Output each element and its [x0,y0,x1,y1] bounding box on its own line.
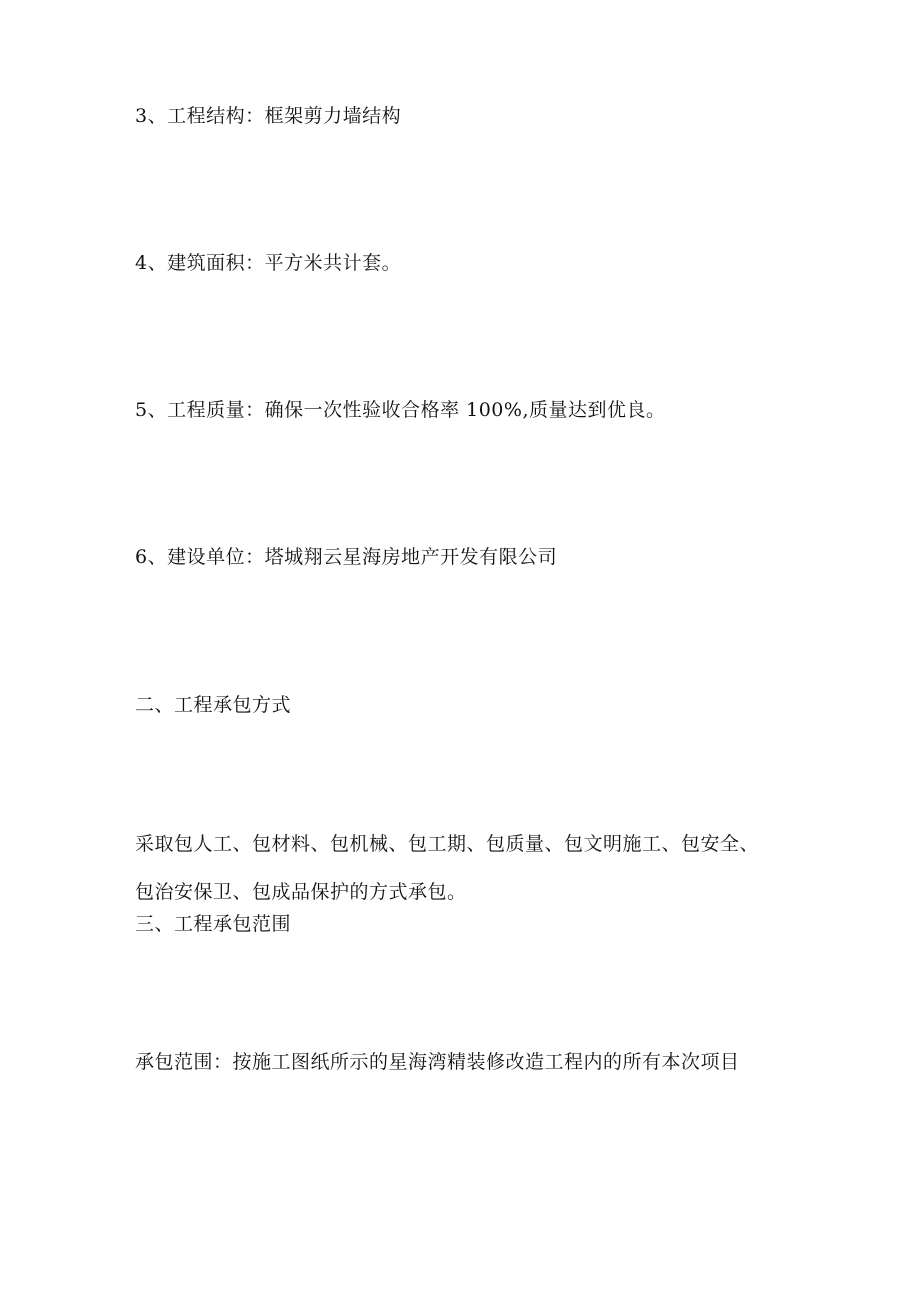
item-developer: 6、建设单位：塔城翔云星海房地产开发有限公司 [135,546,558,568]
contract-method-text-line-2: 包治安保卫、包成品保护的方式承包。 [135,881,467,903]
item-quality: 5、工程质量：确保一次性验收合格率 100%,质量达到优良。 [135,399,666,421]
contract-method-text-line-1: 采取包人工、包材料、包机械、包工期、包质量、包文明施工、包安全、 [135,833,760,855]
section-heading-contract-scope: 三、工程承包范围 [135,913,292,935]
section-heading-contract-method: 二、工程承包方式 [135,694,292,716]
item-structure: 3、工程结构：框架剪力墙结构 [135,105,402,127]
contract-scope-text: 承包范围：按施工图纸所示的星海湾精装修改造工程内的所有本次项目 [135,1051,740,1073]
item-building-area: 4、建筑面积：平方米共计套。 [135,252,402,274]
